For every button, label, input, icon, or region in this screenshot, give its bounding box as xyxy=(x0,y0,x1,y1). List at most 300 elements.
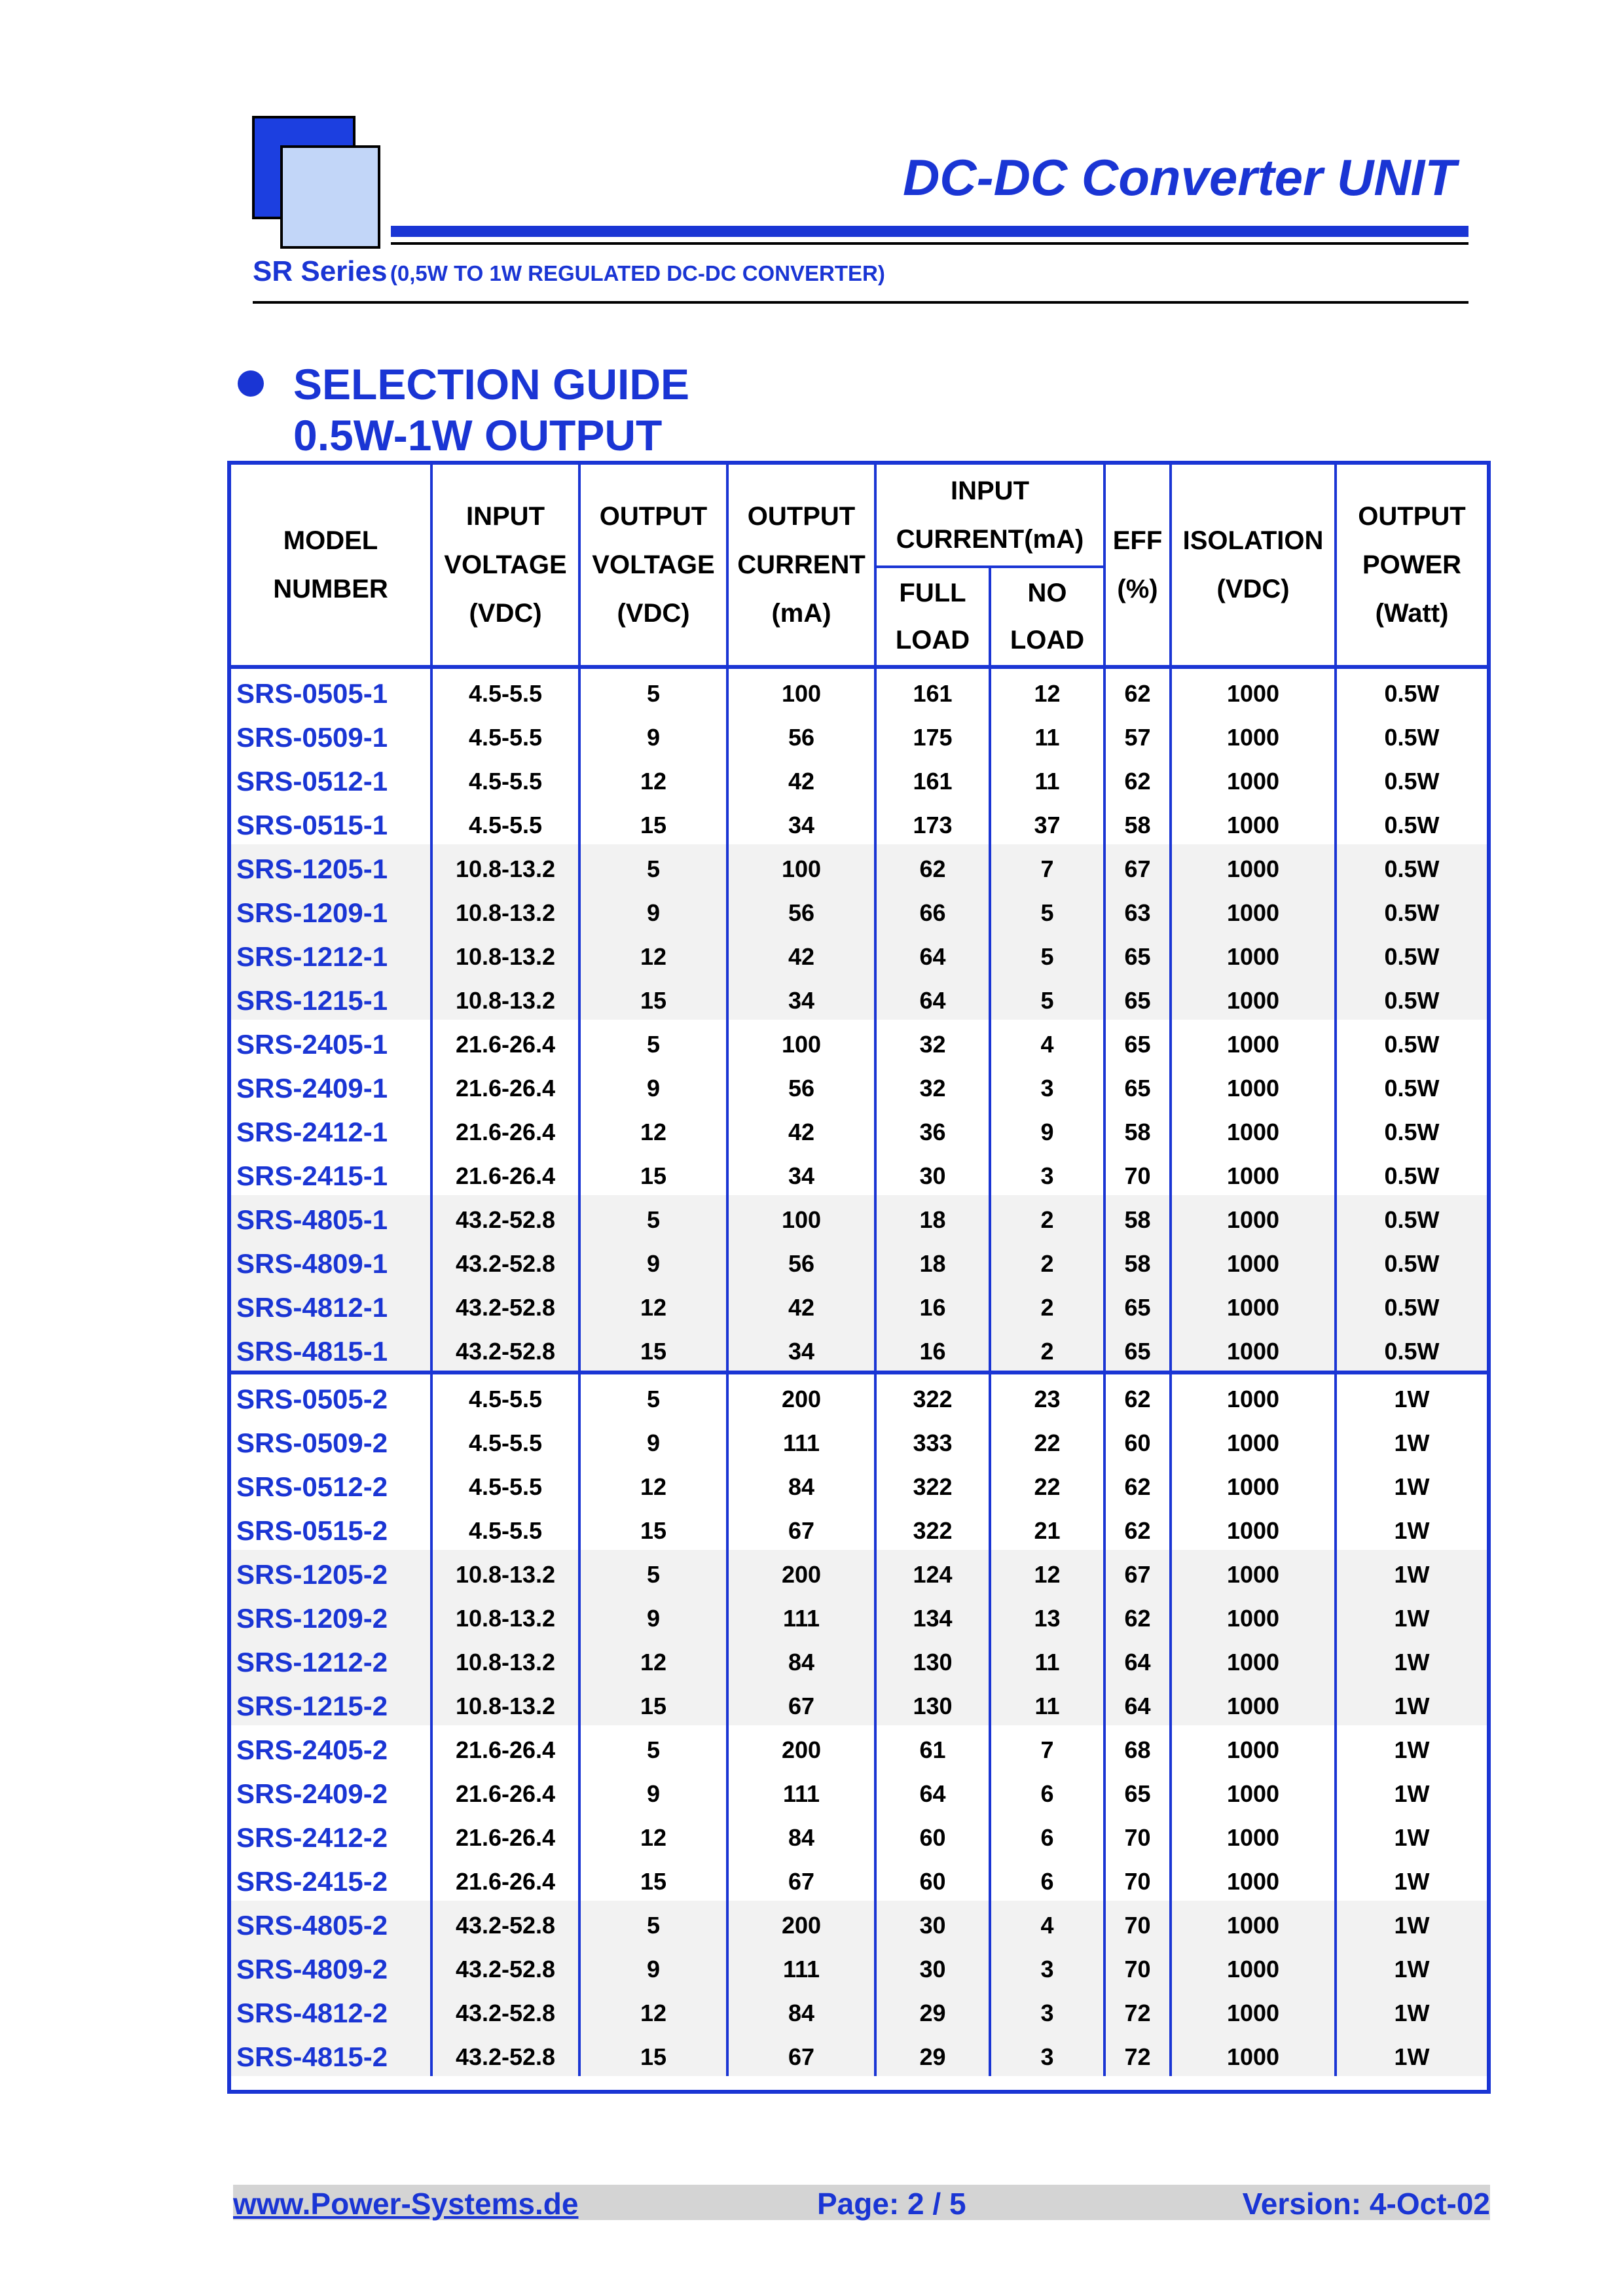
header-no-load: NO LOAD xyxy=(990,567,1104,667)
cell-output-current: 200 xyxy=(727,1725,875,1769)
cell-output-voltage: 5 xyxy=(579,1372,727,1418)
cell-output-power: 0.5W xyxy=(1336,932,1487,976)
cell-no-load-current: 3 xyxy=(990,1151,1104,1195)
table-row xyxy=(231,1418,1487,1462)
cell-isolation: 1000 xyxy=(1171,1462,1336,1506)
cell-full-load-current: 173 xyxy=(875,800,990,844)
cell-output-current: 34 xyxy=(727,800,875,844)
cell-output-power: 0.5W xyxy=(1336,1064,1487,1107)
cell-model-number: SRS-2405-1 xyxy=(236,1029,388,1060)
cell-isolation: 1000 xyxy=(1171,1020,1336,1064)
cell-output-voltage: 5 xyxy=(579,1550,727,1594)
cell-input-voltage: 10.8-13.2 xyxy=(431,1550,579,1594)
cell-output-power: 0.5W xyxy=(1336,667,1487,713)
cell-full-load-current: 29 xyxy=(875,2032,990,2076)
cell-full-load-current: 64 xyxy=(875,976,990,1020)
cell-output-power: 0.5W xyxy=(1336,976,1487,1020)
cell-output-current: 111 xyxy=(727,1945,875,1988)
cell-output-current: 100 xyxy=(727,1020,875,1064)
header-output-power: OUTPUT POWER (Watt) xyxy=(1336,465,1487,667)
cell-isolation: 1000 xyxy=(1171,1107,1336,1151)
table-row xyxy=(231,1857,1487,1901)
header-output-current: OUTPUT CURRENT (mA) xyxy=(727,465,875,667)
cell-output-voltage: 12 xyxy=(579,1813,727,1857)
cell-model-number: SRS-4812-2 xyxy=(231,1988,431,2032)
cell-output-voltage: 5 xyxy=(579,1020,727,1064)
cell-model-number: SRS-0512-2 xyxy=(236,1471,388,1502)
cell-output-power: 1W xyxy=(1336,1725,1487,1769)
cell-output-current: 56 xyxy=(727,1239,875,1283)
cell-output-power: 0.5W xyxy=(1336,713,1487,757)
footer-website-link[interactable]: www.Power-Systems.de xyxy=(233,2187,579,2221)
cell-model-number: SRS-0512-1 xyxy=(236,766,388,797)
cell-no-load-current: 6 xyxy=(990,1769,1104,1813)
cell-output-current: 200 xyxy=(727,1372,875,1418)
cell-efficiency: 62 xyxy=(1104,667,1171,713)
cell-isolation: 1000 xyxy=(1171,1151,1336,1195)
cell-output-voltage: 15 xyxy=(579,1681,727,1725)
cell-full-load-current: 64 xyxy=(875,932,990,976)
cell-input-voltage: 43.2-52.8 xyxy=(431,1988,579,2032)
footer-page-number: Page: 2 / 5 xyxy=(817,2187,966,2221)
cell-output-voltage: 15 xyxy=(579,1151,727,1195)
cell-output-current: 67 xyxy=(727,2032,875,2076)
cell-output-voltage: 12 xyxy=(579,757,727,800)
cell-input-voltage: 21.6-26.4 xyxy=(431,1064,579,1107)
cell-full-load-current: 124 xyxy=(875,1550,990,1594)
cell-isolation: 1000 xyxy=(1171,976,1336,1020)
cell-model-number: SRS-2409-2 xyxy=(236,1778,388,1809)
cell-no-load-current: 5 xyxy=(990,932,1104,976)
cell-model-number: SRS-2409-1 xyxy=(236,1073,388,1103)
table-row xyxy=(231,1283,1487,1327)
cell-model-number: SRS-1215-2 xyxy=(231,1681,431,1725)
cell-input-voltage: 10.8-13.2 xyxy=(431,1638,579,1681)
cell-model-number: SRS-2405-2 xyxy=(236,1734,388,1765)
cell-full-load-current: 29 xyxy=(875,1988,990,2032)
section-title-line2: 0.5W-1W OUTPUT xyxy=(293,411,663,459)
header-output-voltage: OUTPUT VOLTAGE (VDC) xyxy=(579,465,727,667)
cell-model-number: SRS-1209-2 xyxy=(231,1594,431,1638)
cell-input-voltage: 4.5-5.5 xyxy=(431,1462,579,1506)
cell-no-load-current: 3 xyxy=(990,1988,1104,2032)
table-row xyxy=(231,1020,1487,1064)
cell-isolation: 1000 xyxy=(1171,800,1336,844)
cell-isolation: 1000 xyxy=(1171,888,1336,932)
table-row xyxy=(231,713,1487,757)
cell-input-voltage: 43.2-52.8 xyxy=(431,1239,579,1283)
cell-output-voltage: 9 xyxy=(579,1418,727,1462)
cell-output-power: 1W xyxy=(1336,1857,1487,1901)
table-row xyxy=(231,1769,1487,1813)
cell-efficiency: 67 xyxy=(1104,1550,1171,1594)
table-row xyxy=(231,1462,1487,1506)
cell-input-voltage: 21.6-26.4 xyxy=(431,1857,579,1901)
cell-efficiency: 64 xyxy=(1104,1681,1171,1725)
cell-output-voltage: 12 xyxy=(579,1107,727,1151)
cell-output-power: 1W xyxy=(1336,1945,1487,1988)
cell-model-number: SRS-2415-2 xyxy=(236,1866,388,1897)
cell-efficiency: 62 xyxy=(1104,1594,1171,1638)
cell-efficiency: 63 xyxy=(1104,888,1171,932)
cell-efficiency: 65 xyxy=(1104,1327,1171,1372)
cell-efficiency: 64 xyxy=(1104,1638,1171,1681)
cell-no-load-current: 2 xyxy=(990,1239,1104,1283)
cell-model-number: SRS-0515-2 xyxy=(236,1515,388,1546)
cell-efficiency: 57 xyxy=(1104,713,1171,757)
cell-output-voltage: 9 xyxy=(579,1064,727,1107)
cell-output-voltage: 12 xyxy=(579,1283,727,1327)
cell-full-load-current: 32 xyxy=(875,1020,990,1064)
table-row xyxy=(231,1681,1487,1725)
section-title-line1: SELECTION GUIDE xyxy=(293,360,690,408)
cell-full-load-current: 333 xyxy=(875,1418,990,1462)
cell-efficiency: 62 xyxy=(1104,1462,1171,1506)
cell-output-current: 100 xyxy=(727,844,875,888)
cell-full-load-current: 18 xyxy=(875,1239,990,1283)
table-row xyxy=(231,976,1487,1020)
cell-output-power: 0.5W xyxy=(1336,1239,1487,1283)
cell-full-load-current: 322 xyxy=(875,1372,990,1418)
cell-efficiency: 62 xyxy=(1104,757,1171,800)
cell-no-load-current: 7 xyxy=(990,844,1104,888)
cell-model-number: SRS-2412-1 xyxy=(236,1117,388,1147)
cell-no-load-current: 13 xyxy=(990,1594,1104,1638)
table-row xyxy=(231,932,1487,976)
cell-efficiency: 65 xyxy=(1104,1064,1171,1107)
header-input-current: INPUT CURRENT(mA) xyxy=(875,465,1104,567)
cell-output-power: 1W xyxy=(1336,1550,1487,1594)
cell-output-power: 1W xyxy=(1336,1372,1487,1418)
cell-full-load-current: 322 xyxy=(875,1506,990,1550)
cell-no-load-current: 9 xyxy=(990,1107,1104,1151)
cell-output-voltage: 5 xyxy=(579,1725,727,1769)
cell-model-number: SRS-4815-2 xyxy=(231,2032,431,2076)
series-name: SR Series xyxy=(253,255,388,287)
cell-output-power: 1W xyxy=(1336,1506,1487,1550)
cell-output-power: 0.5W xyxy=(1336,1151,1487,1195)
cell-model-number: SRS-1215-1 xyxy=(231,976,431,1020)
cell-input-voltage: 21.6-26.4 xyxy=(431,1725,579,1769)
cell-full-load-current: 161 xyxy=(875,757,990,800)
cell-input-voltage: 43.2-52.8 xyxy=(431,1283,579,1327)
cell-output-power: 1W xyxy=(1336,1638,1487,1681)
selection-guide-table xyxy=(227,461,1491,2094)
cell-isolation: 1000 xyxy=(1171,667,1336,713)
cell-input-voltage: 21.6-26.4 xyxy=(431,1151,579,1195)
table-body xyxy=(231,667,1487,2076)
cell-input-voltage: 21.6-26.4 xyxy=(431,1813,579,1857)
cell-isolation: 1000 xyxy=(1171,1327,1336,1372)
cell-full-load-current: 18 xyxy=(875,1195,990,1239)
cell-model-number: SRS-2412-2 xyxy=(236,1822,388,1853)
cell-no-load-current: 37 xyxy=(990,800,1104,844)
cell-full-load-current: 130 xyxy=(875,1681,990,1725)
cell-model-number: SRS-4805-2 xyxy=(231,1901,431,1945)
cell-model-number: SRS-1205-1 xyxy=(231,844,431,888)
cell-output-current: 67 xyxy=(727,1857,875,1901)
cell-no-load-current: 4 xyxy=(990,1020,1104,1064)
cell-input-voltage: 4.5-5.5 xyxy=(431,667,579,713)
cell-output-power: 1W xyxy=(1336,1901,1487,1945)
cell-input-voltage: 10.8-13.2 xyxy=(431,888,579,932)
cell-isolation: 1000 xyxy=(1171,1195,1336,1239)
cell-output-current: 111 xyxy=(727,1418,875,1462)
cell-efficiency: 58 xyxy=(1104,800,1171,844)
cell-output-current: 42 xyxy=(727,1107,875,1151)
cell-isolation: 1000 xyxy=(1171,1283,1336,1327)
cell-output-power: 0.5W xyxy=(1336,1327,1487,1372)
cell-efficiency: 58 xyxy=(1104,1195,1171,1239)
cell-output-voltage: 5 xyxy=(579,667,727,713)
cell-output-current: 100 xyxy=(727,1195,875,1239)
cell-output-voltage: 9 xyxy=(579,1945,727,1988)
cell-input-voltage: 21.6-26.4 xyxy=(431,1020,579,1064)
cell-model-number: SRS-4809-1 xyxy=(231,1239,431,1283)
cell-output-power: 0.5W xyxy=(1336,1107,1487,1151)
table-row xyxy=(231,844,1487,888)
document-title: DC-DC Converter UNIT xyxy=(902,149,1456,206)
cell-full-load-current: 322 xyxy=(875,1462,990,1506)
table-row xyxy=(231,1239,1487,1283)
cell-output-current: 200 xyxy=(727,1901,875,1945)
table-row xyxy=(231,1550,1487,1594)
table-row xyxy=(231,1195,1487,1239)
cell-full-load-current: 36 xyxy=(875,1107,990,1151)
cell-output-voltage: 9 xyxy=(579,713,727,757)
cell-full-load-current: 30 xyxy=(875,1151,990,1195)
cell-no-load-current: 11 xyxy=(990,713,1104,757)
cell-output-voltage: 9 xyxy=(579,888,727,932)
cell-output-power: 1W xyxy=(1336,1813,1487,1857)
cell-output-current: 56 xyxy=(727,1064,875,1107)
cell-input-voltage: 4.5-5.5 xyxy=(431,713,579,757)
cell-efficiency: 62 xyxy=(1104,1506,1171,1550)
cell-output-voltage: 5 xyxy=(579,1195,727,1239)
cell-output-voltage: 5 xyxy=(579,1901,727,1945)
cell-no-load-current: 22 xyxy=(990,1418,1104,1462)
cell-isolation: 1000 xyxy=(1171,932,1336,976)
table-row xyxy=(231,757,1487,800)
cell-output-voltage: 12 xyxy=(579,1988,727,2032)
series-divider xyxy=(253,301,1468,304)
cell-output-voltage: 12 xyxy=(579,1638,727,1681)
table-row xyxy=(231,1901,1487,1945)
cell-output-power: 1W xyxy=(1336,1769,1487,1813)
series-heading xyxy=(253,255,885,288)
cell-input-voltage: 4.5-5.5 xyxy=(431,800,579,844)
cell-model-number: SRS-4805-1 xyxy=(231,1195,431,1239)
cell-model-number: SRS-0505-1 xyxy=(236,678,388,709)
cell-output-voltage: 5 xyxy=(579,844,727,888)
title-underline-bar xyxy=(391,226,1468,237)
cell-isolation: 1000 xyxy=(1171,1550,1336,1594)
cell-full-load-current: 134 xyxy=(875,1594,990,1638)
cell-output-power: 1W xyxy=(1336,1988,1487,2032)
cell-model-number: SRS-1212-2 xyxy=(231,1638,431,1681)
cell-output-voltage: 9 xyxy=(579,1594,727,1638)
cell-model-number: SRS-0515-1 xyxy=(236,810,388,840)
cell-input-voltage: 4.5-5.5 xyxy=(431,1418,579,1462)
cell-output-current: 100 xyxy=(727,667,875,713)
cell-efficiency: 65 xyxy=(1104,976,1171,1020)
cell-output-power: 1W xyxy=(1336,1418,1487,1462)
cell-output-voltage: 15 xyxy=(579,2032,727,2076)
table-row xyxy=(231,1988,1487,2032)
cell-no-load-current: 3 xyxy=(990,2032,1104,2076)
cell-model-number: SRS-0509-1 xyxy=(236,722,388,753)
cell-isolation: 1000 xyxy=(1171,1506,1336,1550)
cell-output-current: 67 xyxy=(727,1681,875,1725)
cell-no-load-current: 12 xyxy=(990,1550,1104,1594)
cell-no-load-current: 5 xyxy=(990,976,1104,1020)
cell-isolation: 1000 xyxy=(1171,1064,1336,1107)
cell-input-voltage: 43.2-52.8 xyxy=(431,1945,579,1988)
cell-isolation: 1000 xyxy=(1171,1857,1336,1901)
cell-efficiency: 70 xyxy=(1104,1901,1171,1945)
cell-output-power: 1W xyxy=(1336,1462,1487,1506)
cell-input-voltage: 10.8-13.2 xyxy=(431,844,579,888)
cell-no-load-current: 3 xyxy=(990,1945,1104,1988)
cell-isolation: 1000 xyxy=(1171,1638,1336,1681)
cell-output-current: 84 xyxy=(727,1638,875,1681)
table-row xyxy=(231,1506,1487,1550)
cell-output-current: 34 xyxy=(727,976,875,1020)
table-row xyxy=(231,1813,1487,1857)
cell-output-voltage: 12 xyxy=(579,932,727,976)
cell-no-load-current: 12 xyxy=(990,667,1104,713)
cell-no-load-current: 6 xyxy=(990,1813,1104,1857)
cell-full-load-current: 32 xyxy=(875,1064,990,1107)
table-row xyxy=(231,888,1487,932)
cell-isolation: 1000 xyxy=(1171,1988,1336,2032)
cell-output-voltage: 15 xyxy=(579,1506,727,1550)
cell-efficiency: 68 xyxy=(1104,1725,1171,1769)
cell-output-power: 1W xyxy=(1336,1594,1487,1638)
footer-version: Version: 4-Oct-02 xyxy=(1242,2187,1490,2221)
cell-full-load-current: 30 xyxy=(875,1945,990,1988)
title-underline-rule xyxy=(391,242,1468,245)
table-row xyxy=(231,1064,1487,1107)
table-row xyxy=(231,1372,1487,1418)
cell-efficiency: 67 xyxy=(1104,844,1171,888)
cell-input-voltage: 4.5-5.5 xyxy=(431,757,579,800)
cell-output-current: 34 xyxy=(727,1327,875,1372)
cell-model-number: SRS-0509-2 xyxy=(236,1427,388,1458)
cell-isolation: 1000 xyxy=(1171,1418,1336,1462)
header-full-load: FULL LOAD xyxy=(875,567,990,667)
cell-full-load-current: 16 xyxy=(875,1283,990,1327)
cell-full-load-current: 64 xyxy=(875,1769,990,1813)
cell-efficiency: 70 xyxy=(1104,1151,1171,1195)
header-model-number: MODEL NUMBER xyxy=(273,526,388,603)
cell-full-load-current: 60 xyxy=(875,1813,990,1857)
cell-output-current: 67 xyxy=(727,1506,875,1550)
cell-isolation: 1000 xyxy=(1171,1901,1336,1945)
cell-efficiency: 65 xyxy=(1104,1283,1171,1327)
header-efficiency: EFF (%) xyxy=(1104,465,1171,667)
cell-input-voltage: 10.8-13.2 xyxy=(431,932,579,976)
cell-output-current: 34 xyxy=(727,1151,875,1195)
cell-isolation: 1000 xyxy=(1171,713,1336,757)
cell-isolation: 1000 xyxy=(1171,1594,1336,1638)
cell-input-voltage: 43.2-52.8 xyxy=(431,1195,579,1239)
cell-isolation: 1000 xyxy=(1171,1813,1336,1857)
cell-model-number: SRS-4812-1 xyxy=(231,1283,431,1327)
cell-full-load-current: 60 xyxy=(875,1857,990,1901)
logo-front-square xyxy=(280,145,380,249)
cell-input-voltage: 4.5-5.5 xyxy=(431,1506,579,1550)
cell-output-voltage: 15 xyxy=(579,976,727,1020)
cell-output-current: 200 xyxy=(727,1550,875,1594)
cell-input-voltage: 10.8-13.2 xyxy=(431,1681,579,1725)
series-description: (0,5W TO 1W REGULATED DC-DC CONVERTER) xyxy=(390,261,885,285)
cell-no-load-current: 6 xyxy=(990,1857,1104,1901)
cell-input-voltage: 10.8-13.2 xyxy=(431,1594,579,1638)
table-row xyxy=(231,1327,1487,1372)
cell-no-load-current: 21 xyxy=(990,1506,1104,1550)
cell-full-load-current: 30 xyxy=(875,1901,990,1945)
cell-isolation: 1000 xyxy=(1171,844,1336,888)
cell-efficiency: 60 xyxy=(1104,1418,1171,1462)
cell-no-load-current: 2 xyxy=(990,1327,1104,1372)
cell-no-load-current: 23 xyxy=(990,1372,1104,1418)
cell-output-voltage: 15 xyxy=(579,800,727,844)
cell-isolation: 1000 xyxy=(1171,1769,1336,1813)
section-bullet-icon xyxy=(238,370,264,397)
cell-isolation: 1000 xyxy=(1171,1372,1336,1418)
cell-isolation: 1000 xyxy=(1171,1725,1336,1769)
cell-full-load-current: 130 xyxy=(875,1638,990,1681)
cell-input-voltage: 43.2-52.8 xyxy=(431,2032,579,2076)
cell-no-load-current: 2 xyxy=(990,1195,1104,1239)
table-row xyxy=(231,1594,1487,1638)
cell-no-load-current: 11 xyxy=(990,1681,1104,1725)
cell-output-voltage: 12 xyxy=(579,1462,727,1506)
cell-input-voltage: 21.6-26.4 xyxy=(431,1107,579,1151)
cell-efficiency: 72 xyxy=(1104,1988,1171,2032)
section-title xyxy=(293,359,689,461)
cell-output-power: 0.5W xyxy=(1336,1283,1487,1327)
cell-output-voltage: 9 xyxy=(579,1769,727,1813)
cell-no-load-current: 3 xyxy=(990,1064,1104,1107)
cell-full-load-current: 62 xyxy=(875,844,990,888)
cell-efficiency: 65 xyxy=(1104,932,1171,976)
cell-full-load-current: 175 xyxy=(875,713,990,757)
cell-full-load-current: 61 xyxy=(875,1725,990,1769)
cell-efficiency: 72 xyxy=(1104,2032,1171,2076)
cell-output-current: 111 xyxy=(727,1594,875,1638)
header-input-voltage: INPUT VOLTAGE (VDC) xyxy=(431,465,579,667)
cell-model-number: SRS-2415-1 xyxy=(236,1160,388,1191)
cell-efficiency: 58 xyxy=(1104,1239,1171,1283)
cell-full-load-current: 16 xyxy=(875,1327,990,1372)
cell-no-load-current: 4 xyxy=(990,1901,1104,1945)
cell-output-current: 84 xyxy=(727,1813,875,1857)
cell-output-current: 56 xyxy=(727,713,875,757)
cell-no-load-current: 2 xyxy=(990,1283,1104,1327)
table-row xyxy=(231,800,1487,844)
cell-isolation: 1000 xyxy=(1171,1239,1336,1283)
cell-input-voltage: 4.5-5.5 xyxy=(431,1372,579,1418)
cell-efficiency: 62 xyxy=(1104,1372,1171,1418)
cell-output-power: 1W xyxy=(1336,2032,1487,2076)
cell-output-current: 56 xyxy=(727,888,875,932)
table-row xyxy=(231,667,1487,713)
cell-no-load-current: 11 xyxy=(990,757,1104,800)
cell-full-load-current: 161 xyxy=(875,667,990,713)
cell-input-voltage: 43.2-52.8 xyxy=(431,1901,579,1945)
